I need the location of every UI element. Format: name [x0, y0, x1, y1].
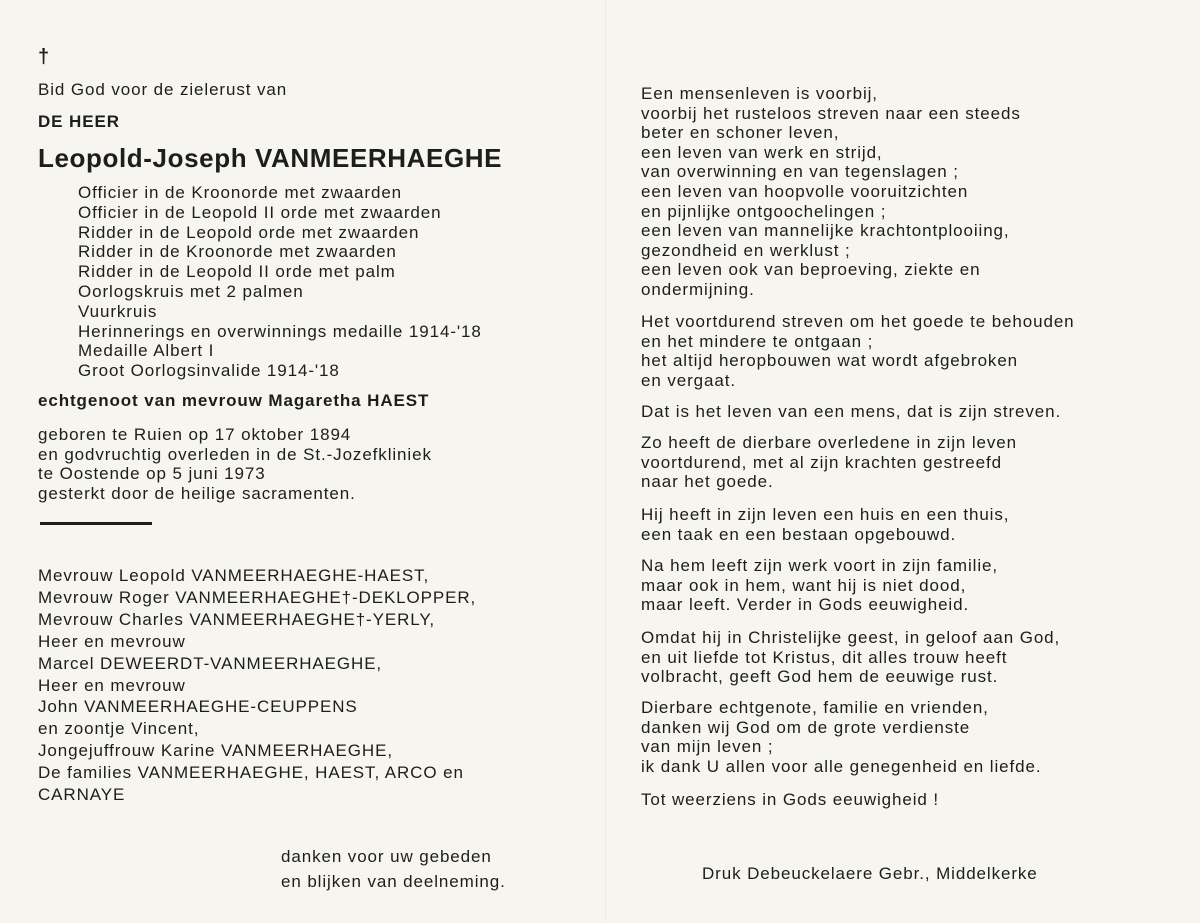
- thanks-text: [281, 844, 506, 894]
- poem-line: en pijnlijke ontgoochelingen ;: [641, 201, 887, 221]
- distinction-line: Vuurkruis: [78, 301, 158, 321]
- poem-paragraph: [641, 84, 1021, 300]
- poem-line: gezondheid en werklust ;: [641, 240, 851, 260]
- printer-credit: Druk Debeuckelaere Gebr., Middelkerke: [702, 864, 1038, 883]
- poem-line: voortdurend, met al zijn krachten gestreefd: [641, 452, 1002, 472]
- life-details: [38, 425, 432, 503]
- distinction-line: Officier in de Kroonorde met zwaarden: [78, 183, 403, 202]
- family-line: en zoontje Vincent,: [38, 719, 200, 739]
- family-list: [38, 565, 476, 806]
- family-line: Mevrouw Charles VANMEERHAEGHE†-YERLY,: [38, 609, 436, 629]
- poem-paragraph: [641, 790, 939, 810]
- fold-line: [605, 0, 606, 923]
- poem-line: een leven van werk en strijd,: [641, 142, 883, 162]
- poem-line: maar leeft. Verder in Gods eeuwigheid.: [641, 595, 970, 615]
- poem-paragraph: [641, 556, 998, 615]
- distinction-line: Ridder in de Leopold orde met zwaarden: [78, 222, 420, 242]
- poem-line: Omdat hij in Christelijke geest, in geloof aan God,: [641, 628, 1061, 647]
- poem-line: naar het goede.: [641, 472, 774, 492]
- poem-line: Na hem leeft zijn werk voort in zijn familie,: [641, 556, 999, 575]
- poem-line: een taak en een bestaan opgebouwd.: [641, 524, 957, 544]
- family-line: Mevrouw Roger VANMEERHAEGHE†-DEKLOPPER,: [38, 587, 477, 607]
- poem-line: en het mindere te ontgaan ;: [641, 331, 874, 351]
- life-line: geboren te Ruien op 17 oktober 1894: [38, 425, 352, 444]
- divider: [40, 522, 152, 525]
- life-line: te Oostende op 5 juni 1973: [38, 464, 266, 483]
- poem-line: een leven van mannelijke krachtontplooiing,: [641, 221, 1010, 241]
- poem-paragraph: [641, 698, 1041, 776]
- poem-line: van overwinning en van tegenslagen ;: [641, 162, 959, 182]
- distinction-line: Groot Oorlogsinvalide 1914-'18: [78, 361, 340, 381]
- distinction-line: Medaille Albert I: [78, 341, 215, 361]
- poem-line: van mijn leven ;: [641, 737, 774, 757]
- distinction-line: Herinnerings en overwinnings medaille 1914-'18: [78, 321, 482, 341]
- honorific: DE HEER: [38, 112, 120, 131]
- family-line: Marcel DEWEERDT-VANMEERHAEGHE,: [38, 653, 383, 673]
- poem-line: Hij heeft in zijn leven een huis en een thuis,: [641, 505, 1010, 524]
- family-line: Jongejuffrouw Karine VANMEERHAEGHE,: [38, 741, 393, 761]
- poem-line: voorbij het rusteloos streven naar een steeds: [641, 103, 1021, 123]
- deceased-name: Leopold-Joseph VANMEERHAEGHE: [38, 143, 503, 173]
- spouse-line: echtgenoot van mevrouw Magaretha HAEST: [38, 391, 430, 410]
- poem-line: volbracht, geeft God hem de eeuwige rust.: [641, 667, 999, 687]
- poem-line: een leven van hoopvolle vooruitzichten: [641, 181, 969, 201]
- poem-line: Dat is het leven van een mens, dat is zijn streven.: [641, 402, 1062, 421]
- poem-line: en uit liefde tot Kristus, dit alles trouw heeft: [641, 647, 1008, 667]
- distinction-line: Ridder in de Leopold II orde met palm: [78, 262, 396, 282]
- poem-line: danken wij God om de grote verdienste: [641, 717, 971, 737]
- poem-line: het altijd heropbouwen wat wordt afgebroken: [641, 351, 1019, 371]
- thanks-line: danken voor uw gebeden: [281, 847, 492, 866]
- poem-paragraph: [641, 505, 1009, 544]
- poem-line: Het voortdurend streven om het goede te behouden: [641, 312, 1075, 331]
- poem-paragraph: [641, 433, 1017, 492]
- poem-line: Dierbare echtgenote, familie en vrienden,: [641, 698, 989, 717]
- poem-line: Een mensenleven is voorbij,: [641, 84, 878, 103]
- poem-line: ondermijning.: [641, 279, 755, 299]
- thanks-line: en blijken van deelneming.: [281, 872, 506, 891]
- family-line: Mevrouw Leopold VANMEERHAEGHE-HAEST,: [38, 566, 430, 585]
- poem-line: beter en schoner leven,: [641, 123, 840, 143]
- poem-line: maar ook in hem, want hij is niet dood,: [641, 575, 967, 595]
- distinction-line: Oorlogskruis met 2 palmen: [78, 281, 304, 301]
- family-line: De families VANMEERHAEGHE, HAEST, ARCO en: [38, 763, 464, 783]
- poem-line: een leven ook van beproeving, ziekte en: [641, 260, 981, 280]
- poem-paragraph: [641, 628, 1060, 687]
- poem-line: Tot weerziens in Gods eeuwigheid !: [641, 790, 940, 809]
- intro-text: Bid God voor de zielerust van: [38, 80, 288, 99]
- distinctions-list: [78, 183, 482, 381]
- distinction-line: Ridder in de Kroonorde met zwaarden: [78, 242, 397, 262]
- life-line: en godvruchtig overleden in de St.-Jozefkliniek: [38, 444, 432, 464]
- life-line: gesterkt door de heilige sacramenten.: [38, 483, 356, 503]
- poem-paragraph: [641, 402, 1061, 422]
- poem-line: en vergaat.: [641, 370, 736, 390]
- distinction-line: Officier in de Leopold II orde met zwaarden: [78, 202, 442, 222]
- family-line: CARNAYE: [38, 785, 126, 805]
- family-line: John VANMEERHAEGHE-CEUPPENS: [38, 697, 358, 717]
- cross-icon: †: [38, 46, 50, 68]
- poem-line: ik dank U allen voor alle genegenheid en liefde.: [641, 756, 1042, 776]
- family-line: Heer en mevrouw: [38, 675, 186, 695]
- family-line: Heer en mevrouw: [38, 631, 186, 651]
- poem-line: Zo heeft de dierbare overledene in zijn leven: [641, 433, 1017, 452]
- poem-paragraph: [641, 312, 1075, 390]
